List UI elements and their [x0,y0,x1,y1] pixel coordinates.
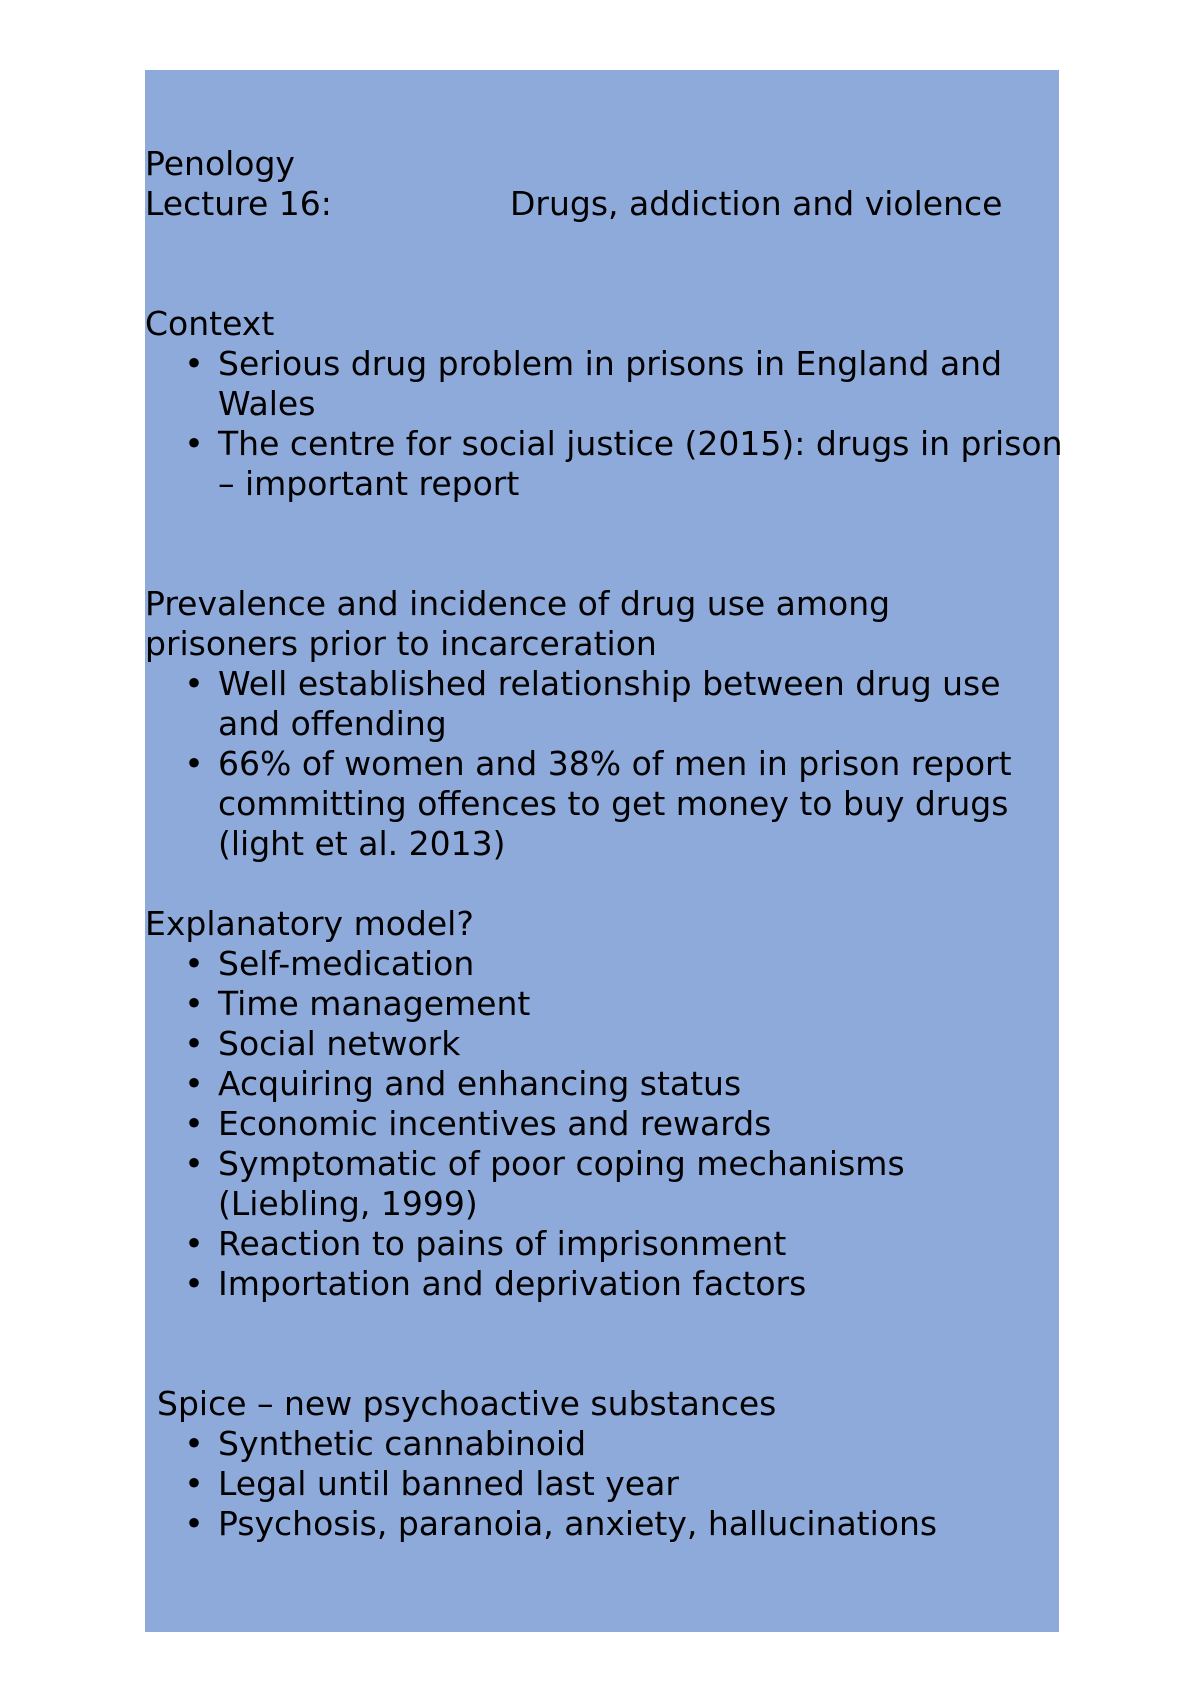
list-item: • Symptomatic of poor coping mechanisms (Liebling, 1999) [184,1144,905,1223]
list-item: • Reaction to pains of imprisonment [184,1224,787,1263]
bullet-list [145,1424,1065,1544]
course-title: Penology [145,144,295,183]
section-heading: Prevalence and incidence of drug use among prisoners prior to incarceration [145,584,891,663]
bullet-list [145,344,1065,504]
bullet-icon: • [184,944,204,983]
list-item: • Time management [184,984,531,1023]
section-heading: Explanatory model? [145,904,474,943]
section-spice [145,1384,1065,1544]
section-heading: Spice – new psychoactive substances [157,1384,777,1423]
bullet-icon: • [184,424,204,463]
list-item: • Importation and deprivation factors [184,1264,807,1303]
bullet-list [145,664,1065,864]
document-body [145,144,1065,1544]
bullet-icon: • [184,1424,204,1463]
list-item: • Social network [184,1024,461,1063]
list-item: • Economic incentives and rewards [184,1104,772,1143]
bullet-icon: • [184,1224,204,1263]
section-heading: Context [145,304,275,343]
list-item: • Psychosis, paranoia, anxiety, hallucinations [184,1504,938,1543]
bullet-icon: • [184,1504,204,1543]
lecture-number: Lecture 16: [145,184,332,223]
bullet-icon: • [184,1024,204,1063]
list-item: • Serious drug problem in prisons in England and Wales [184,344,1003,423]
list-item: • Legal until banned last year [184,1464,679,1503]
bullet-icon: • [184,1064,204,1103]
section-explanatory-model [145,904,1065,1304]
list-item: • 66% of women and 38% of men in prison report committing offences to get money to buy drugs (light et al. 2013) [184,744,1012,863]
section-prevalence [145,584,1065,864]
bullet-list [145,944,1065,1304]
bullet-icon: • [184,1464,204,1503]
list-item: • Synthetic cannabinoid [184,1424,587,1463]
bullet-icon: • [184,344,204,383]
bullet-icon: • [184,1144,204,1183]
bullet-icon: • [184,1104,204,1143]
bullet-icon: • [184,744,204,783]
list-item: • Acquiring and enhancing status [184,1064,742,1103]
list-item: • The centre for social justice (2015): drugs in prison – important report [184,424,1063,503]
bullet-icon: • [184,984,204,1023]
list-item: • Well established relationship between drug use and offending [184,664,1001,743]
bullet-icon: • [184,664,204,703]
lecture-header [145,184,1065,224]
list-item: • Self-medication [184,944,475,983]
bullet-icon: • [184,1264,204,1303]
lecture-title: Drugs, addiction and violence [510,184,1003,223]
section-context [145,304,1065,504]
